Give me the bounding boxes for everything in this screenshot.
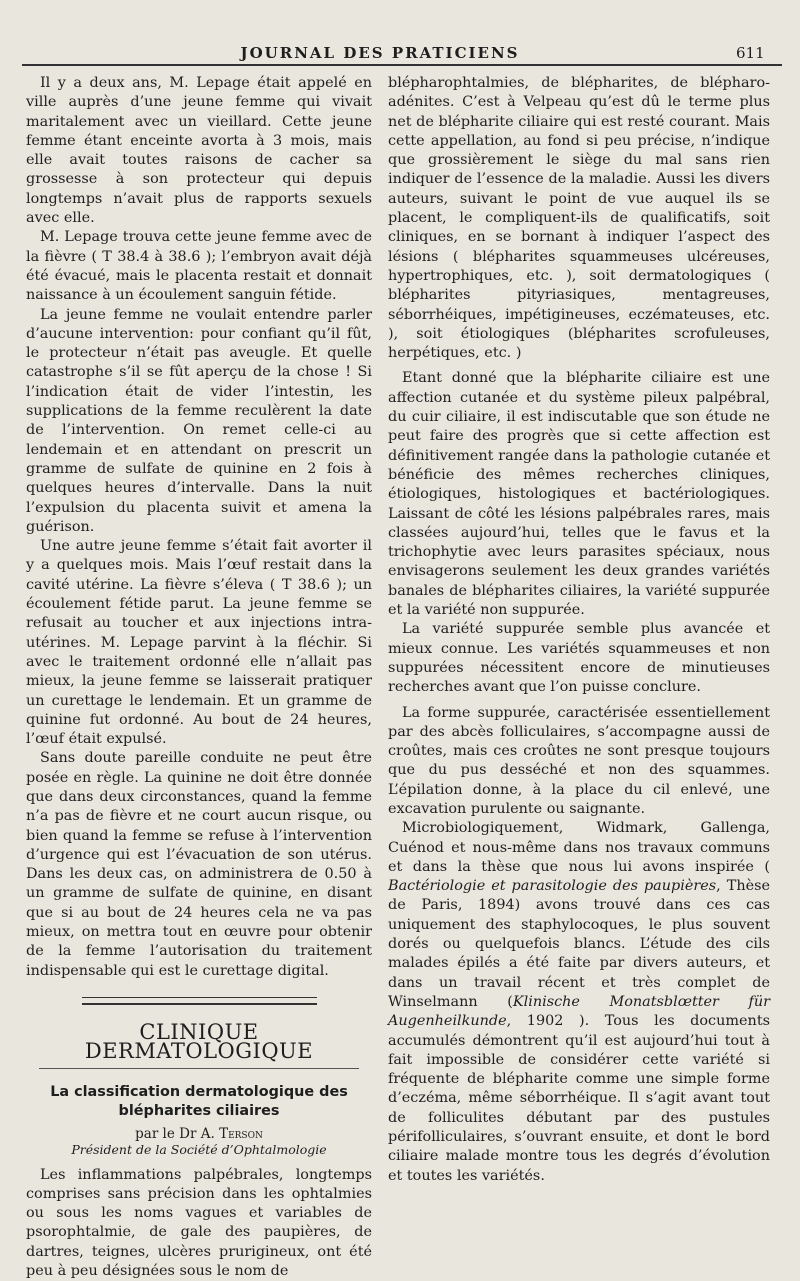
paragraph: Une autre jeune femme s’était fait avorter il y a quelques mois. Mais l’œuf restait dans la cavité utérine. La fièvre s’éleva ( T 38.6 ); un écoulement fétide parut. La jeune femme se refusait au toucher et aux injections intra-utérines. M. Lepage parvint à la fléchir. Si avec le traitement ordonné elle n’allait pas mieux, la jeune femme se laisserait pratiquer un curettage le lendemain. Et un gramme de quinine fut ordonné. Au bout de 24 heures, l’œuf était expulsé. xyxy=(26,538,372,748)
text-run: , Thèse de Paris, 1894) avons trouvé dans ces cas uniquement des staphylocoques, le plus souvent dorés ou quelquefois blancs. L’étude des cils malades épilés a été faite par divers auteurs, et dans un travail récent et très complet de Winselmann ( xyxy=(388,878,771,1010)
right-column xyxy=(388,74,771,1184)
article-title: La classification dermatologique des blépharites ciliaires xyxy=(50,1083,348,1119)
running-title: JOURNAL DES PRATICIENS xyxy=(240,44,520,62)
author-role: Président de la Société d’Ophtalmologie xyxy=(71,1141,327,1157)
paragraph xyxy=(388,819,770,1186)
text-run: Microbiologiquement, Widmark, Gallenga, Cuénod et nous-même dans nos travaux communs et dans la thèse que nous lui avons inspirée ( xyxy=(388,820,770,875)
left-column xyxy=(26,74,372,1280)
byline-prefix: par le xyxy=(135,1125,175,1142)
cited-title: Bactériologie et parasitologie des paupières xyxy=(388,878,717,895)
section-divider xyxy=(82,997,317,1005)
paragraph: blépharophtalmies, de blépharites, de blépharo-adénites. C’est à Velpeau qu’est dû le terme plus net de blépharite ciliaire qui est resté courant. Mais cette appellation, au fond si peu précise, n’indique que grossièrement le siège du mal sans rien indiquer de l’essence de la maladie. Aussi les divers auteurs, suivant le point de vue auquel ils se placent, le compliquent-ils de qualificatifs, soit cliniques, en se bornant à indiquer l’aspect des lésions ( blépharites squammeuses ulcéreuses, hypertrophiques, etc. ), soit dermatologiques ( blépharites pityriasiques, mentagreuses, séborrhéiques, impétigineuses, eczémateuses, etc. ), soit étiologiques (blépharites scrofuleuses, herpétiques, etc. ) xyxy=(388,75,770,362)
paragraph: Il y a deux ans, M. Lepage était appelé en ville auprès d’une jeune femme qui vivait maritalement avec un vieillard. Cette jeune femme étant enceinte avorta à 3 mois, mais elle avait toutes raisons de cacher sa grossesse à son protecteur qui depuis longtemps n’avait plus de rapports sexuels avec elle. xyxy=(26,75,372,227)
byline-title: Dr xyxy=(179,1125,197,1142)
paragraph: Etant donné que la blépharite ciliaire est une affection cutanée et du système pileux palpébral, du cuir ciliaire, il est indiscutable que son étude ne peut faire des progrès que si cette affection est définitivement rangée dans la pathologie cutanée et bénéficie des mêmes recherches cliniques, étiologiques, histologiques et bactériologiques. Laissant de côté les lésions palpébrales rares, mais classées aujourd’hui, telles que le favus et la trichophytie avec leurs parasites spéciaux, nous envisagerons seulement les deux grandes variétés banales de blépharites ciliaires, la variété suppurée et la variété non suppurée. xyxy=(388,370,770,619)
article-paragraph: Les inflammations palpébrales, longtemps comprises sans précision dans les ophtalmies ou sous les noms vagues et variables de psorophtalmie, de gale des paupières, de dartres, teignes, ulcères prurigineux, ont été peu à peu désignées sous le nom de xyxy=(26,1166,372,1280)
paragraph: Sans doute pareille conduite ne peut être posée en règle. La quinine ne doit être donnée que dans deux circonstances, quand la femme n’a pas de fièvre et ne court aucun risque, ou bien quand la femme se refuse à l’intervention d’urgence qui est l’évacuation de son utérus. Dans les deux cas, on administrera de 0.50 à un gramme de sulfate de quinine, en disant que si au bout de 24 heures cela ne va pas mieux, on mettra tout en œuvre pour obtenir de la femme l’autorisation du traitement indispensable qui est le curettage digital. xyxy=(26,750,372,979)
page-number: 611 xyxy=(736,44,765,62)
author-name: A. Terson xyxy=(200,1125,263,1142)
paragraph: M. Lepage trouva cette jeune femme avec de la fièvre ( T 38.4 à 38.6 ); l’embryon avait déjà été évacué, mais le placenta restait et donnait naissance à un écoulement sanguin fétide. xyxy=(26,229,372,304)
paragraph: La variété suppurée semble plus avancée et mieux connue. Les variétés squammeuses et non suppurées nécessitent encore de minutieuses recherches avant que l’on puisse conclure. xyxy=(388,621,770,696)
byline xyxy=(26,1126,372,1142)
paragraph: La forme suppurée, caractérisée essentiellement par des abcès folliculaires, s’accompagne aussi de croûtes, mais ces croûtes ne sont presque toujours que du pus desséché et non des squammes. L’épilation donne, à la place du cil enlevé, une excavation purulente ou saignante. xyxy=(388,704,770,817)
cited-title: Klinische Monatsblœtter für Augenheilkunde xyxy=(388,993,770,1030)
text-run: , 1902 ). Tous les documents accumulés démontrent qu’il est aujourd’hui tout à fait impossible de considérer cette variété si fréquente de blépharite comme une simple forme d’eczéma, même séborrhéique. Il s’agit avant tout de folliculites débutant par des pustules périfolliculaires, s’ouvrant ensuite, et dont le bord ciliaire malade montre tous les degrés d’évolution et toutes les variétés. xyxy=(388,1013,770,1184)
section-title-rule xyxy=(39,1068,359,1069)
section-title: CLINIQUE DERMATOLOGIQUE xyxy=(84,1019,314,1064)
header-rule xyxy=(22,64,782,66)
paragraph: La jeune femme ne voulait entendre parler d’aucune intervention: pour confiant qu’il fût, le protecteur n’était pas aveugle. Et quelle catastrophe s’il se fût aperçu de la chose ! Si l’indication était de vider l’intestin, les supplications de la femme reculèrent la date de l’intervention. On remet celle-ci au lendemain et en attendant on prescrit un gramme de sulfate de quinine en 2 fois à quelques heures d’intervalle. Dans la nuit l’expulsion du placenta suivit et amena la guérison. xyxy=(26,306,372,535)
